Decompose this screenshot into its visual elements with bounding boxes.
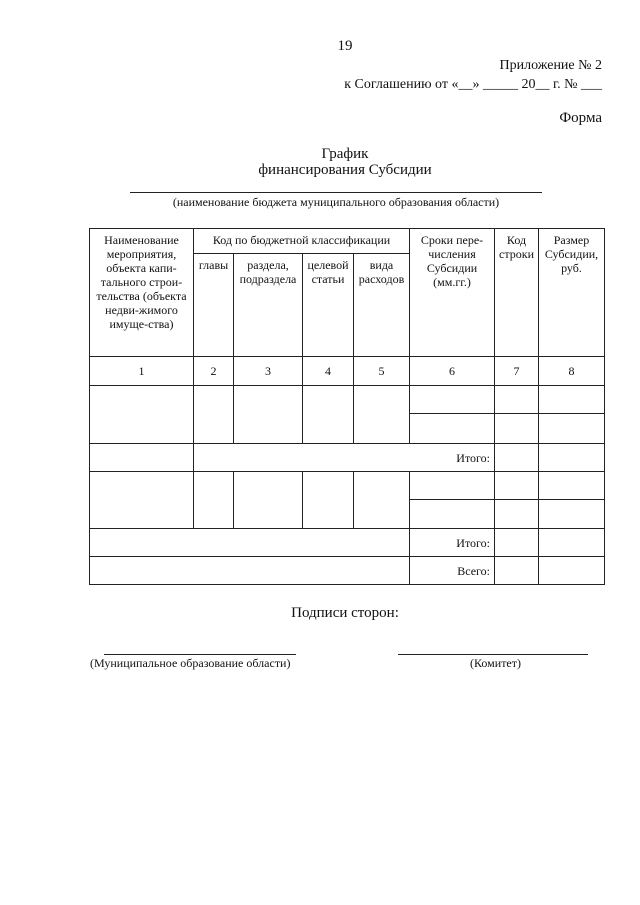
column-number: 6 xyxy=(410,357,495,386)
table-cell xyxy=(495,500,539,529)
table-cell xyxy=(495,414,539,444)
table-cell xyxy=(539,386,605,414)
signature-line-committee xyxy=(398,654,588,655)
table-cell xyxy=(495,557,539,585)
column-number: 8 xyxy=(539,357,605,386)
table-cell xyxy=(410,414,495,444)
table-cell xyxy=(410,500,495,529)
signatures-title: Подписи сторон: xyxy=(291,605,399,621)
table-cell xyxy=(539,472,605,500)
signature-caption-committee: (Комитет) xyxy=(470,656,521,670)
column-number: 7 xyxy=(495,357,539,386)
table-cell xyxy=(495,386,539,414)
table-cell xyxy=(194,386,234,444)
table-cell xyxy=(90,557,410,585)
document-subtitle: финансирования Субсидии xyxy=(258,162,432,178)
table-cell xyxy=(495,472,539,500)
column-number: 2 xyxy=(194,357,234,386)
table-cell xyxy=(410,472,495,500)
budget-name-caption: (наименование бюджета муниципального образования области) xyxy=(172,195,500,209)
table-cell xyxy=(495,529,539,557)
table-cell xyxy=(354,386,410,444)
form-label: Форма xyxy=(559,110,602,126)
signature-caption-municipality: (Муниципальное образование области) xyxy=(90,656,291,670)
table-cell xyxy=(495,444,539,472)
document-title: График xyxy=(321,146,369,162)
table-cell xyxy=(539,557,605,585)
table-cell xyxy=(90,529,410,557)
signature-line-municipality xyxy=(104,654,296,655)
subtotal-label: Итого: xyxy=(194,444,495,472)
table-cell xyxy=(539,414,605,444)
budget-name-line xyxy=(130,192,542,193)
subtotal-label: Итого: xyxy=(410,529,495,557)
column-number: 3 xyxy=(234,357,303,386)
column-number: 4 xyxy=(303,357,354,386)
page-number: 19 xyxy=(337,38,353,54)
table-cell xyxy=(410,386,495,414)
table-cell xyxy=(539,500,605,529)
table-cell xyxy=(303,386,354,444)
header-subsidy-amount: Размер Субсидии, руб. xyxy=(539,229,605,357)
table-cell xyxy=(539,529,605,557)
header-chapter: главы xyxy=(194,254,234,357)
appendix-title: Приложение № 2 xyxy=(499,58,602,73)
column-number: 5 xyxy=(354,357,410,386)
table-cell xyxy=(303,472,354,529)
table-cell xyxy=(194,472,234,529)
column-number: 1 xyxy=(90,357,194,386)
table-cell xyxy=(90,386,194,444)
header-transfer-dates: Сроки пере-числения Субсидии (мм.гг.) xyxy=(410,229,495,357)
table-cell xyxy=(354,472,410,529)
header-row-code: Код строки xyxy=(495,229,539,357)
table-cell xyxy=(234,386,303,444)
table-cell xyxy=(234,472,303,529)
header-measure-name: Наименование мероприятия, объекта капи-тального строи-тельства (объекта недви-жимого имуще-ства) xyxy=(90,229,194,357)
table-cell xyxy=(90,472,194,529)
total-label: Всего: xyxy=(410,557,495,585)
table-cell xyxy=(539,444,605,472)
header-budget-code-group: Код по бюджетной классификации xyxy=(194,229,410,254)
header-expense-type: вида расходов xyxy=(354,254,410,357)
agreement-reference: к Соглашению от «__» _____ 20__ г. № ___ xyxy=(344,77,602,92)
header-section: раздела, подраздела xyxy=(234,254,303,357)
financing-schedule-table xyxy=(89,228,605,585)
header-target-item: целевой статьи xyxy=(303,254,354,357)
table-cell xyxy=(90,444,194,472)
